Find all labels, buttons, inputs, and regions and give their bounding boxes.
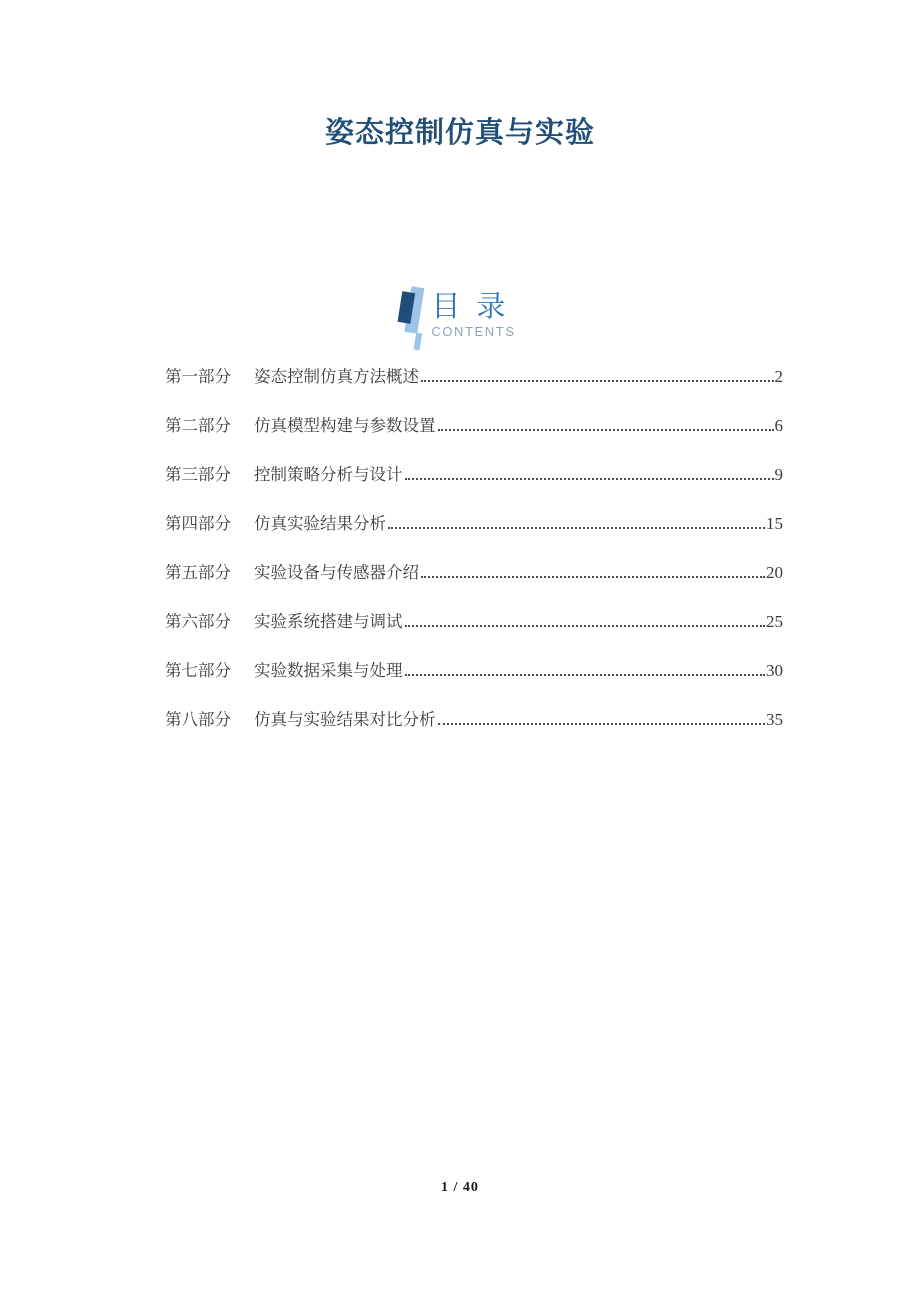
- toc-dot-leader: [438, 429, 774, 431]
- toc-page-number: 25: [766, 612, 783, 631]
- toc-page-number: 20: [766, 563, 783, 582]
- toc-entry-5[interactable]: [165, 562, 783, 583]
- toc-page-number: 6: [774, 416, 783, 435]
- toc-entry-label: 第五部分: [165, 563, 231, 582]
- toc-entry-4[interactable]: [165, 513, 783, 534]
- toc-entry-title: 仿真实验结果分析: [254, 514, 386, 533]
- toc-entry-label: 第一部分: [165, 367, 231, 386]
- toc-entry-8[interactable]: [165, 709, 783, 730]
- toc-dot-leader: [438, 723, 766, 725]
- slash-light-tail: [414, 333, 423, 351]
- toc-entry-title: 姿态控制仿真方法概述: [254, 367, 419, 386]
- toc-entry-title: 仿真模型构建与参数设置: [254, 416, 436, 435]
- toc-entry-1[interactable]: [165, 366, 783, 387]
- toc-entry-label: 第七部分: [165, 661, 231, 680]
- toc-dot-leader: [405, 625, 766, 627]
- toc-entry-label: 第四部分: [165, 514, 231, 533]
- toc-list: [165, 366, 783, 758]
- toc-entry-label: 第八部分: [165, 710, 231, 729]
- footer-page-indicator: 1 / 40: [441, 1180, 479, 1195]
- toc-page-number: 30: [766, 661, 783, 680]
- toc-entry-title: 实验设备与传感器介绍: [254, 563, 419, 582]
- toc-page-number: 2: [774, 367, 783, 386]
- page-title: 姿态控制仿真与实验: [324, 117, 595, 149]
- toc-page-number: 9: [774, 465, 783, 484]
- toc-heading-en: CONTENTS: [431, 324, 516, 339]
- toc-dot-leader: [388, 527, 765, 529]
- toc-entry-2[interactable]: [165, 415, 783, 436]
- toc-entry-label: 第六部分: [165, 612, 231, 631]
- toc-dot-leader: [421, 576, 765, 578]
- toc-entry-3[interactable]: [165, 464, 783, 485]
- toc-dot-leader: [405, 674, 766, 676]
- toc-heading-text: [431, 284, 515, 339]
- toc-page-number: 35: [766, 710, 783, 729]
- toc-page-number: 15: [766, 514, 783, 533]
- toc-entry-label: 第二部分: [165, 416, 231, 435]
- toc-entry-6[interactable]: [165, 611, 783, 632]
- toc-entry-title: 实验数据采集与处理: [254, 661, 403, 680]
- toc-slash-icon: [393, 284, 431, 354]
- toc-heading-cn: 目 录: [431, 291, 510, 323]
- toc-entry-7[interactable]: [165, 660, 783, 681]
- toc-entry-label: 第三部分: [165, 465, 231, 484]
- toc-entry-title: 控制策略分析与设计: [254, 465, 403, 484]
- toc-heading: [393, 284, 515, 354]
- toc-dot-leader: [405, 478, 774, 480]
- toc-dot-leader: [421, 380, 774, 382]
- toc-entry-title: 仿真与实验结果对比分析: [254, 710, 436, 729]
- toc-entry-title: 实验系统搭建与调试: [254, 612, 403, 631]
